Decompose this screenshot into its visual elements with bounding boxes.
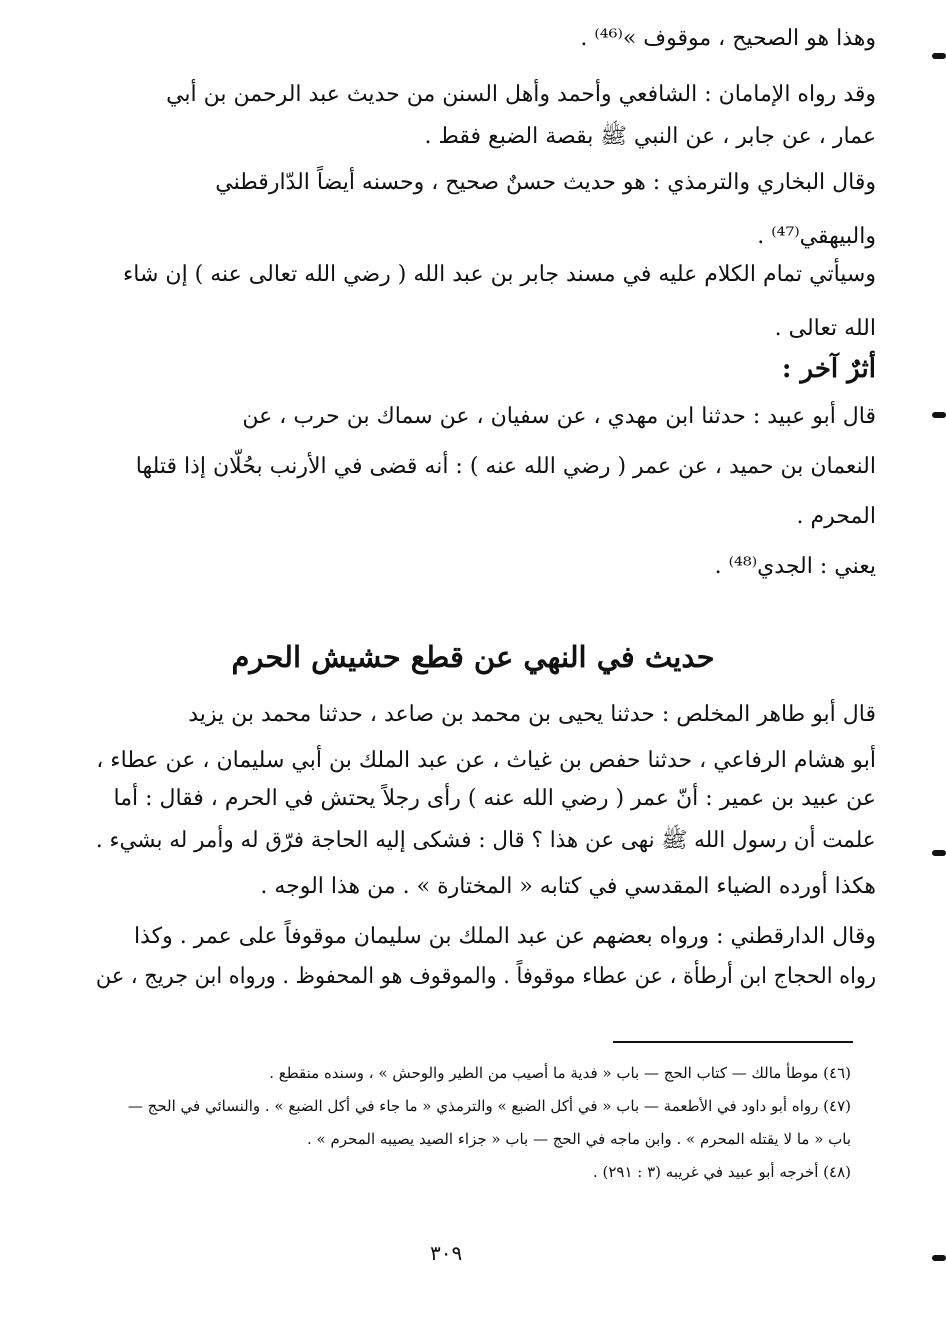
body-line: عمار ، عن جابر ، عن النبي ﷺ بقصة الضبع فقط . — [424, 124, 876, 149]
section-line: أبو هشام الرفاعي ، حدثنا حفص بن غياث ، عن عبد الملك بن أبي سليمان ، عن عطاء ، — [96, 748, 876, 773]
section-line: وقال الدارقطني : ورواه بعضهم عن عبد الملك بن سليمان موقوفاً على عمر . وكذا — [134, 924, 876, 949]
section-line: قال أبو طاهر المخلص : حدثنا يحيى بن محمد بن صاعد ، حدثنا محمد بن يزيد — [188, 702, 876, 727]
footnote-separator — [613, 1041, 853, 1043]
binding-mark — [932, 850, 946, 856]
body-line: وقال البخاري والترمذي : هو حديث حسنٌ صحيح ، وحسنه أيضاً الدّارقطني — [215, 170, 876, 195]
body-line: قال أبو عبيد : حدثنا ابن مهدي ، عن سفيان ، عن سماك بن حرب ، عن — [242, 404, 876, 429]
body-line: وسيأتي تمام الكلام عليه في مسند جابر بن عبد الله ( رضي الله تعالى عنه ) إن شاء — [122, 262, 876, 287]
body-line: والبيهقي⁽⁴⁷⁾ . — [757, 224, 876, 249]
section-heading: حديث في النهي عن قطع حشيش الحرم — [231, 640, 715, 674]
body-line: يعني : الجدي⁽⁴⁸⁾ . — [714, 554, 876, 579]
body-line: الله تعالى . — [774, 316, 876, 341]
footnote: (٤٧) رواه أبو داود في الأطعمة — باب « في أكل الضبع » والترمذي « ما جاء في أكل الضبع » . والنسائي في الحج — — [127, 1097, 851, 1115]
binding-mark — [932, 53, 946, 59]
footnote: باب « ما لا يقتله المحرم » . وابن ماجه في الحج — باب « جزاء الصيد يصيبه المحرم » . — [307, 1130, 851, 1148]
section-line: علمت أن رسول الله ﷺ نهى عن هذا ؟ قال : فشكى إليه الحاجة فرّق له وأمر له بشيء . — [96, 828, 876, 853]
section-line: هكذا أورده الضياء المقدسي في كتابه « المختارة » . من هذا الوجه . — [260, 874, 876, 899]
body-line: النعمان بن حميد ، عن عمر ( رضي الله عنه ) : أنه قضى في الأرنب بحُلّان إذا قتلها — [135, 454, 876, 479]
binding-mark — [932, 1255, 946, 1261]
footnote: (٤٦) موطأ مالك — كتاب الحج — باب « فدية ما أصيب من الطير والوحش » ، وسنده منقطع . — [269, 1064, 851, 1082]
section-label: أثرٌ آخر : — [781, 354, 876, 384]
footnote: (٤٨) أخرجه أبو عبيد في غريبه (٣ : ٢٩١) . — [592, 1163, 851, 1181]
body-line: وقد رواه الإمامان : الشافعي وأحمد وأهل السنن من حديث عبد الرحمن بن أبي — [166, 82, 876, 107]
section-line: رواه الحجاج ابن أرطأة ، عن عطاء موقوفاً . والموقوف هو المحفوظ . ورواه ابن جريج ، عن — [95, 964, 876, 989]
binding-mark — [932, 412, 946, 418]
section-line: عن عبيد بن عمير : أنّ عمر ( رضي الله عنه ) رأى رجلاً يحتش في الحرم ، فقال : أما — [113, 786, 876, 811]
page-number: ٣٠٩ — [430, 1241, 463, 1265]
body-line: وهذا هو الصحيح ، موقوف »⁽⁴⁶⁾ . — [580, 26, 876, 51]
body-line: المحرم . — [796, 504, 876, 529]
